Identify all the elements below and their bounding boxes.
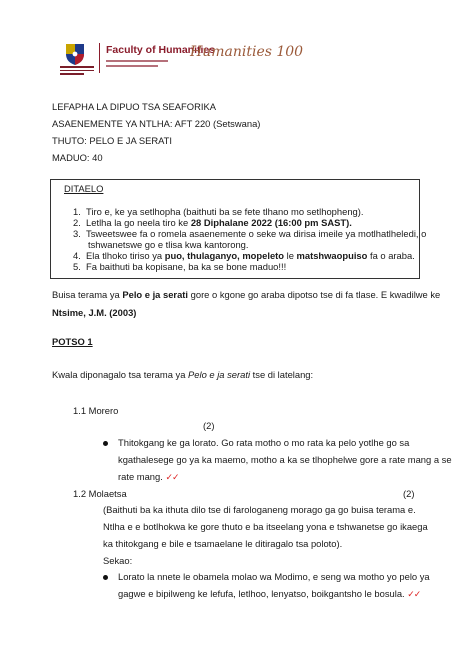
subquestion-label: 1.2 Molaetsa xyxy=(73,488,127,499)
answer-line: (Baithuti ba ka ithuta dilo tse di farologaneng morago ga go buisa terama e. xyxy=(103,504,416,515)
instruction-item: 1. Tiro e, ke ya setlhopha (baithuti ba se fete tlhano mo setlhopheng). xyxy=(73,206,364,217)
answer-line: Lorato la nnete le obamela molao wa Modimo, e seng wa motho yo pelo ya xyxy=(118,571,430,582)
bullet-icon xyxy=(103,441,108,446)
answer-line: kgathalesege go ya ka maemo, motho a ka se tlhophelwe gore a rate mang a se xyxy=(118,454,452,465)
answer-line: ka thitokgang e bile e tsamaelane le ditiragalo tsa poloto). xyxy=(103,538,343,549)
answer-line: Ntlha e e botlhokwa ke gore thuto e ba itseelang yona e tshwanetse go ikaega xyxy=(103,521,428,532)
instruction-item: 5. Fa baithuti ba kopisane, ba ka se bone maduo!!! xyxy=(73,261,287,272)
example-label: Sekao: xyxy=(103,555,133,566)
university-crest-icon xyxy=(63,42,87,66)
question-prompt: Kwala diponagalo tsa terama ya Pelo e ja serati tse di latelang: xyxy=(52,369,314,380)
marks-line: MADUO: 40 xyxy=(52,152,103,163)
instruction-item: 4. Ela tlhoko tiriso ya puo, thulaganyo, mopeleto le matshwaopuiso fa o araba. xyxy=(73,250,415,261)
tick-mark-icon: ✓✓ xyxy=(165,472,179,482)
subquestion-marks: (2) xyxy=(403,488,415,499)
instructions-heading: DITAELO xyxy=(64,183,104,194)
author-reference: Ntsime, J.M. (2003) xyxy=(52,307,137,318)
tick-mark-icon: ✓✓ xyxy=(407,589,421,599)
crest-caption xyxy=(60,66,94,77)
topic-line: THUTO: PELO E JA SERATI xyxy=(52,135,172,146)
instruction-item: 2. Letlha la go neela tiro ke 28 Diphalane 2022 (16:00 pm SAST). xyxy=(73,217,352,228)
faculty-title: Faculty of Humanities xyxy=(106,44,216,56)
faculty-subtitle-line xyxy=(106,60,168,62)
subquestion-marks: (2) xyxy=(203,420,215,431)
subquestion-label: 1.1 Morero xyxy=(73,405,119,416)
answer-line: rate mang. ✓✓ xyxy=(118,471,179,482)
question-heading: POTSO 1 xyxy=(52,336,93,347)
bullet-icon xyxy=(103,575,108,580)
instruction-item-cont: tshwanetswe go e tlisa kwa kantorong. xyxy=(88,239,249,250)
answer-line: gagwe e bipilweng ke lefufa, letlhoo, lenyatso, boikgantsho le bosula. ✓✓ xyxy=(118,588,421,599)
instruction-item: 3. Tsweetswee fa o romela asaenemente o seke wa dirisa imeile ya motlhatlheledi, o xyxy=(73,228,427,239)
answer-line: Thitokgang ke ga lorato. Go rata motho o mo rata ka pelo yotlhe go sa xyxy=(118,437,410,448)
department-line: LEFAPHA LA DIPUO TSA SEAFORIKA xyxy=(52,101,216,112)
humanities-100-logo: Humanities 100 xyxy=(190,44,304,60)
logo-divider xyxy=(99,43,100,73)
assignment-line: ASAENEMENTE YA NTLHA: AFT 220 (Setswana) xyxy=(52,118,261,129)
reading-instruction: Buisa terama ya Pelo e ja serati gore o kgone go araba dipotso tse di fa tlase. E kwadilwe ke xyxy=(52,289,441,300)
faculty-subtitle-line xyxy=(106,65,158,67)
